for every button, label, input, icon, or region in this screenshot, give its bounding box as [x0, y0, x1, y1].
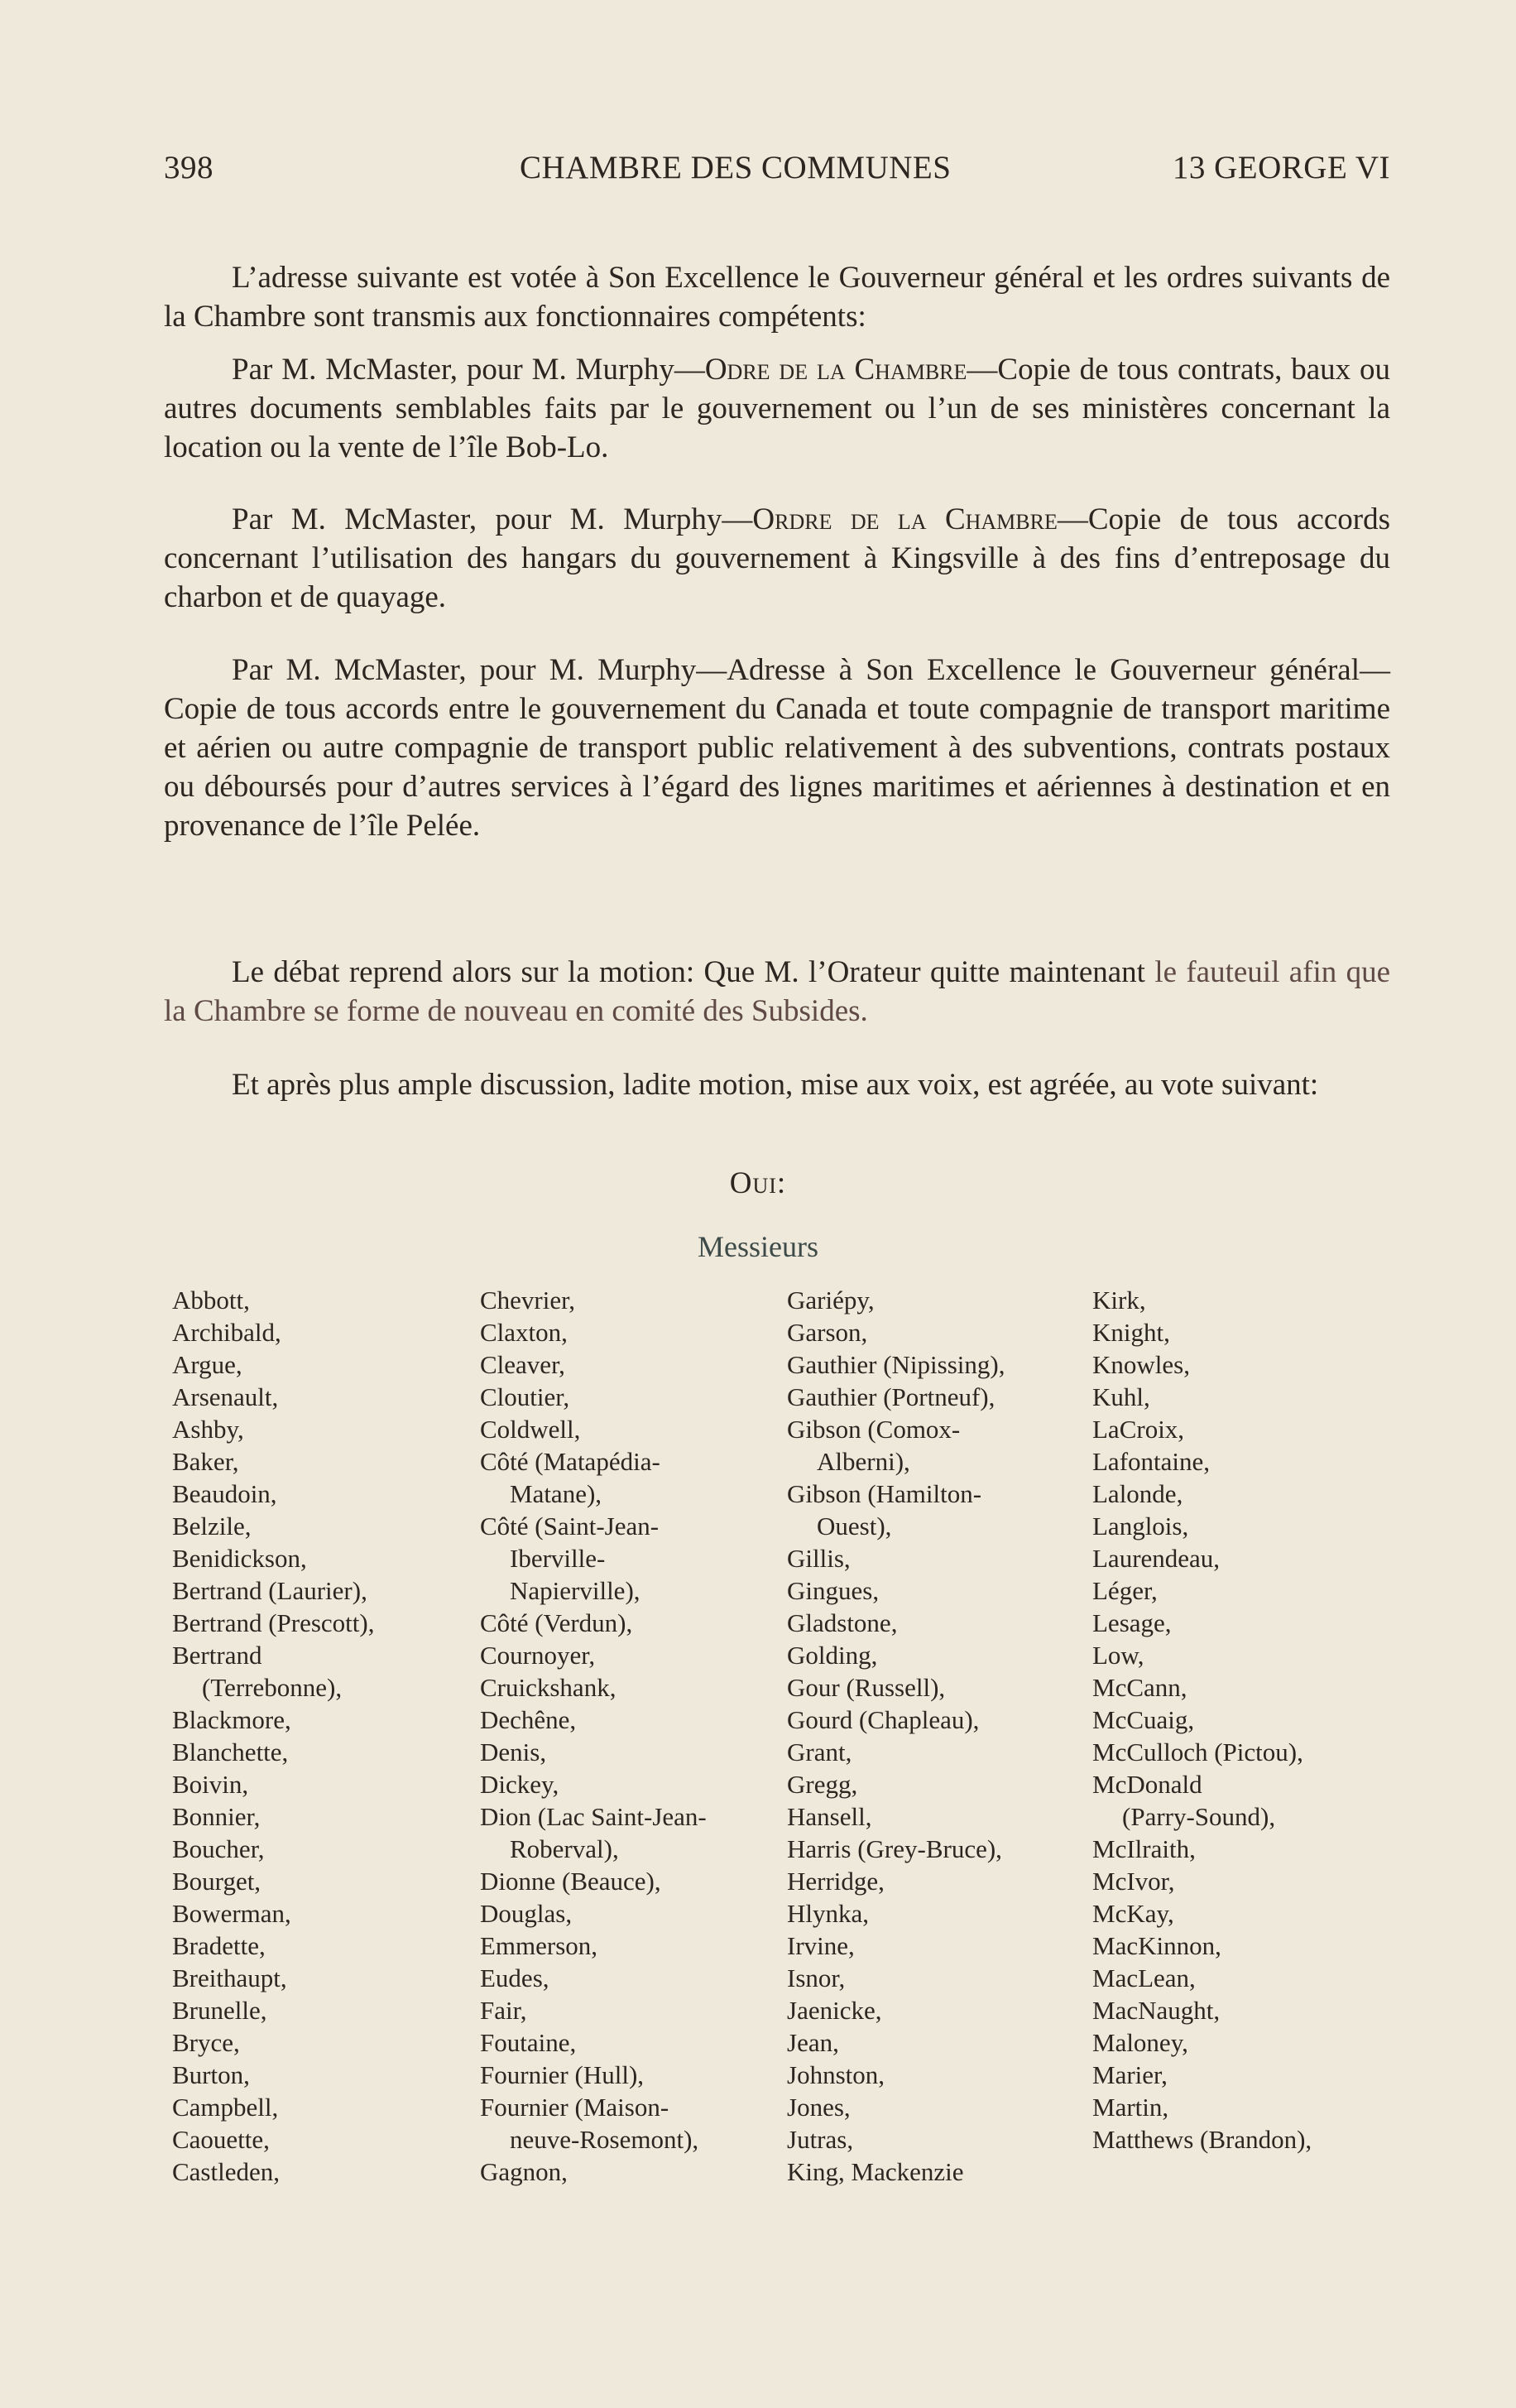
member-name: Golding,	[787, 1641, 878, 1670]
member-name: Maloney,	[1092, 2028, 1188, 2057]
member-name: Gariépy,	[787, 1286, 875, 1315]
paragraph-text	[164, 500, 1390, 617]
member-name: MacKinnon,	[1092, 1931, 1221, 1960]
member-name: Bonnier,	[172, 1802, 261, 1831]
member-name: Ouest),	[817, 1512, 892, 1540]
order-label: Ordre de la Chambre	[752, 502, 1058, 536]
member-name: (Parry-Sound),	[1122, 1802, 1276, 1831]
member-name: Claxton,	[480, 1318, 568, 1347]
member-name: Castleden,	[172, 2157, 280, 2186]
member-name: LaCroix,	[1092, 1415, 1185, 1444]
paragraph-vote	[164, 1065, 1390, 1104]
member-name: MacNaught,	[1092, 1996, 1221, 2025]
member-name: Lafontaine,	[1092, 1447, 1211, 1476]
member-name: Gibson (Comox-	[787, 1415, 961, 1444]
member-name: Lalonde,	[1092, 1479, 1183, 1508]
member-name: Belzile,	[172, 1512, 252, 1540]
member-name: Campbell,	[172, 2093, 279, 2122]
member-name: Archibald,	[172, 1318, 281, 1347]
member-name: Douglas,	[480, 1899, 573, 1928]
member-name: Gillis,	[787, 1544, 851, 1573]
members-column-2	[480, 1284, 707, 2188]
member-name: Knowles,	[1092, 1350, 1190, 1379]
regnal-year: 13 GEORGE VI	[1172, 150, 1390, 185]
order-rest: —Copie de tous accords concernant l’utilisation des hangars du gouvernement à Kingsville à des fins d’entreposage du charbon et de quayage.	[164, 502, 1390, 614]
member-name: Emmerson,	[480, 1931, 598, 1960]
member-name: Arsenault,	[172, 1382, 279, 1411]
member-name: Lesage,	[1092, 1608, 1172, 1637]
member-name: Jutras,	[787, 2125, 854, 2154]
member-name: Laurendeau,	[1092, 1544, 1221, 1573]
member-name: Kuhl,	[1092, 1382, 1150, 1411]
member-name: Hlynka,	[787, 1899, 870, 1928]
member-name: Benidickson,	[172, 1544, 307, 1573]
member-name: Chevrier,	[480, 1286, 575, 1315]
order-label: Odre de la Chambre	[704, 353, 967, 387]
member-name: Cleaver,	[480, 1350, 565, 1379]
member-name: McKay,	[1092, 1899, 1174, 1928]
paragraph-order-bob-lo	[164, 350, 1390, 467]
order-lead: Par M. McMaster, pour M. Murphy—	[232, 502, 753, 536]
member-name: Cruickshank,	[480, 1673, 616, 1702]
member-name: Gibson (Hamilton-	[787, 1479, 982, 1508]
member-name: MacLean,	[1092, 1963, 1196, 1992]
member-name: Roberval),	[510, 1834, 619, 1863]
member-name: Gauthier (Portneuf),	[787, 1382, 995, 1411]
member-name: Matthews (Brandon),	[1092, 2125, 1312, 2154]
order-lead: Par M. McMaster, pour M. Murphy—	[232, 353, 705, 387]
page-header	[164, 149, 1390, 199]
member-name: Bowerman,	[172, 1899, 291, 1928]
member-name: Marier,	[1092, 2060, 1168, 2089]
member-name: McDonald	[1092, 1770, 1202, 1799]
member-name: King, Mackenzie	[787, 2157, 964, 2186]
vote-heading-yeas: Oui:	[729, 1166, 787, 1200]
member-name: Denis,	[480, 1738, 547, 1766]
debate-line-2: le fauteuil afin que la Chambre se forme de nouveau en comité des Subsides.	[164, 955, 1391, 1028]
paragraph-text: Et après plus ample discussion, ladite motion, mise aux voix, est agréée, au vote suivant:	[232, 1068, 1319, 1102]
paragraph-text	[164, 953, 1390, 1031]
vote-subheading: Messieurs	[698, 1230, 818, 1263]
member-name: Knight,	[1092, 1318, 1170, 1347]
member-name: Bertrand	[172, 1641, 262, 1670]
member-name: Johnston,	[787, 2060, 885, 2089]
member-name: Alberni),	[817, 1447, 910, 1476]
member-name: Jaenicke,	[787, 1996, 882, 2025]
order-rest: —Copie de tous contrats, baux ou autres documents semblables faits par le gouvernement ou l’un de ses ministères concernant la location ou la vente de l’île Bob-Lo.	[164, 353, 1391, 464]
member-name: Herridge,	[787, 1867, 885, 1896]
member-name: Fournier (Maison-	[480, 2093, 669, 2122]
members-column-1	[172, 1284, 374, 2188]
member-name: Matane),	[510, 1479, 602, 1508]
paragraph-text: Par M. McMaster, pour M. Murphy—Adresse à Son Excellence le Gouverneur général—Copie de tous accords entre le gouvernement du Canada et toute compagnie de transport maritime et aérien ou autre compagnie de transport public relativement à des subventions, contrats postaux ou déboursés pour d’autres services à l’égard des lignes maritimes et aériennes à destination et en provenance de l’île Pelée.	[164, 653, 1390, 843]
member-name: Harris (Grey-Bruce),	[787, 1834, 1002, 1863]
member-name: Martin,	[1092, 2093, 1169, 2122]
member-name: Cournoyer,	[480, 1641, 596, 1670]
member-name: Boucher,	[172, 1834, 265, 1863]
member-name: Breithaupt,	[172, 1963, 287, 1992]
debate-line-1: Le débat reprend alors sur la motion: Que M. l’Orateur quitte maintenant	[232, 955, 1145, 989]
member-name: Bourget,	[172, 1867, 261, 1896]
member-name: Grant,	[787, 1738, 852, 1766]
member-name: Côté (Matapédia-	[480, 1447, 660, 1476]
member-name: Gagnon,	[480, 2157, 568, 2186]
member-name: Isnor,	[787, 1963, 846, 1992]
member-name: Gregg,	[787, 1770, 858, 1799]
member-name: Gour (Russell),	[787, 1673, 946, 1702]
member-name: Bradette,	[172, 1931, 266, 1960]
member-name: Eudes,	[480, 1963, 549, 1992]
member-name: Napierville),	[510, 1576, 640, 1605]
member-name: neuve-Rosemont),	[510, 2125, 699, 2154]
member-name: McCuaig,	[1092, 1705, 1195, 1734]
member-name: Bertrand (Prescott),	[172, 1608, 375, 1637]
member-name: Hansell,	[787, 1802, 872, 1831]
member-name: Bryce,	[172, 2028, 240, 2057]
member-name: Beaudoin,	[172, 1479, 277, 1508]
member-name: Ashby,	[172, 1415, 244, 1444]
member-name: Gauthier (Nipissing),	[787, 1350, 1005, 1379]
member-name: Brunelle,	[172, 1996, 267, 2025]
member-name: McCulloch (Pictou),	[1092, 1738, 1303, 1766]
member-name: Gladstone,	[787, 1608, 898, 1637]
member-name: Dion (Lac Saint-Jean-	[480, 1802, 707, 1831]
paragraph-address	[164, 258, 1390, 336]
member-name: Dechêne,	[480, 1705, 577, 1734]
member-name: McIlraith,	[1092, 1834, 1196, 1863]
running-title: CHAMBRE DES COMMUNES	[520, 150, 952, 185]
paragraph-address-pelee	[164, 651, 1390, 845]
member-name: Blackmore,	[172, 1705, 291, 1734]
member-name: McCann,	[1092, 1673, 1187, 1702]
member-name: Bertrand (Laurier),	[172, 1576, 367, 1605]
member-name: Gingues,	[787, 1576, 880, 1605]
paragraph-order-kingsville	[164, 500, 1390, 617]
member-name: Low,	[1092, 1641, 1144, 1670]
member-name: Iberville-	[510, 1544, 606, 1573]
paragraph-text	[164, 350, 1390, 467]
member-name: Léger,	[1092, 1576, 1158, 1605]
member-name: McIvor,	[1092, 1867, 1175, 1896]
member-name: Coldwell,	[480, 1415, 581, 1444]
members-column-3	[787, 1284, 1005, 2188]
paragraph-debate	[164, 953, 1390, 1031]
member-name: (Terrebonne),	[202, 1673, 343, 1702]
member-name: Fair,	[480, 1996, 527, 2025]
member-name: Gourd (Chapleau),	[787, 1705, 980, 1734]
member-name: Caouette,	[172, 2125, 270, 2154]
member-name: Côté (Saint-Jean-	[480, 1512, 660, 1540]
member-name: Garson,	[787, 1318, 868, 1347]
member-name: Baker,	[172, 1447, 239, 1476]
member-name: Cloutier,	[480, 1382, 570, 1411]
member-name: Kirk,	[1092, 1286, 1146, 1315]
member-name: Fournier (Hull),	[480, 2060, 645, 2089]
member-name: Abbott,	[172, 1286, 250, 1315]
member-name: Dionne (Beauce),	[480, 1867, 661, 1896]
member-name: Argue,	[172, 1350, 242, 1379]
member-name: Langlois,	[1092, 1512, 1189, 1540]
member-name: Côté (Verdun),	[480, 1608, 633, 1637]
paragraph-text: L’adresse suivante est votée à Son Excellence le Gouverneur général et les ordres suivants de la Chambre sont transmis aux fonctionnaires compétents:	[164, 261, 1390, 334]
member-name: Foutaine,	[480, 2028, 577, 2057]
members-column-4	[1092, 1284, 1312, 2156]
member-name: Jones,	[787, 2093, 851, 2122]
member-name: Burton,	[172, 2060, 250, 2089]
page-number: 398	[164, 150, 213, 185]
member-name: Blanchette,	[172, 1738, 289, 1766]
member-name: Jean,	[787, 2028, 839, 2057]
member-name: Irvine,	[787, 1931, 855, 1960]
member-name: Boivin,	[172, 1770, 249, 1799]
member-name: Dickey,	[480, 1770, 559, 1799]
